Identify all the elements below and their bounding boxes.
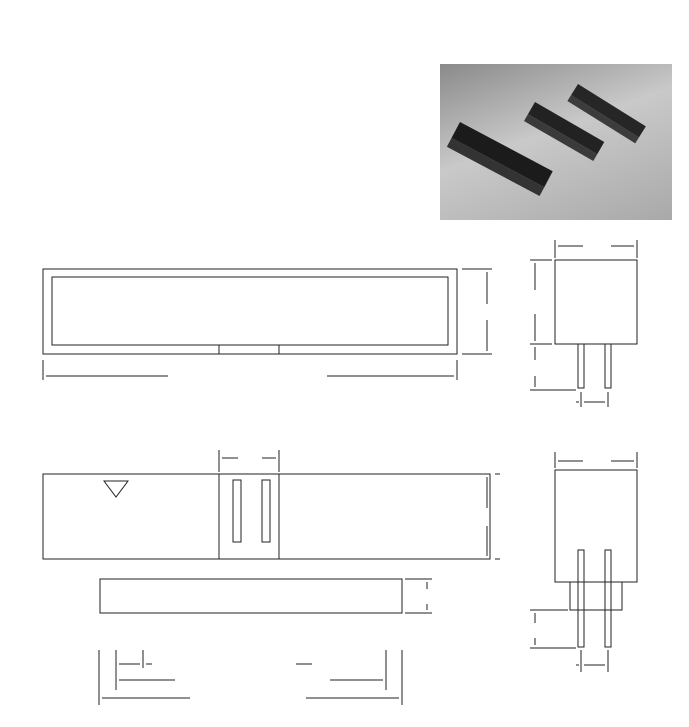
top-view [43,269,457,354]
type2-side-view [555,470,637,647]
type1-side-view [555,260,637,388]
front-view [43,474,490,613]
